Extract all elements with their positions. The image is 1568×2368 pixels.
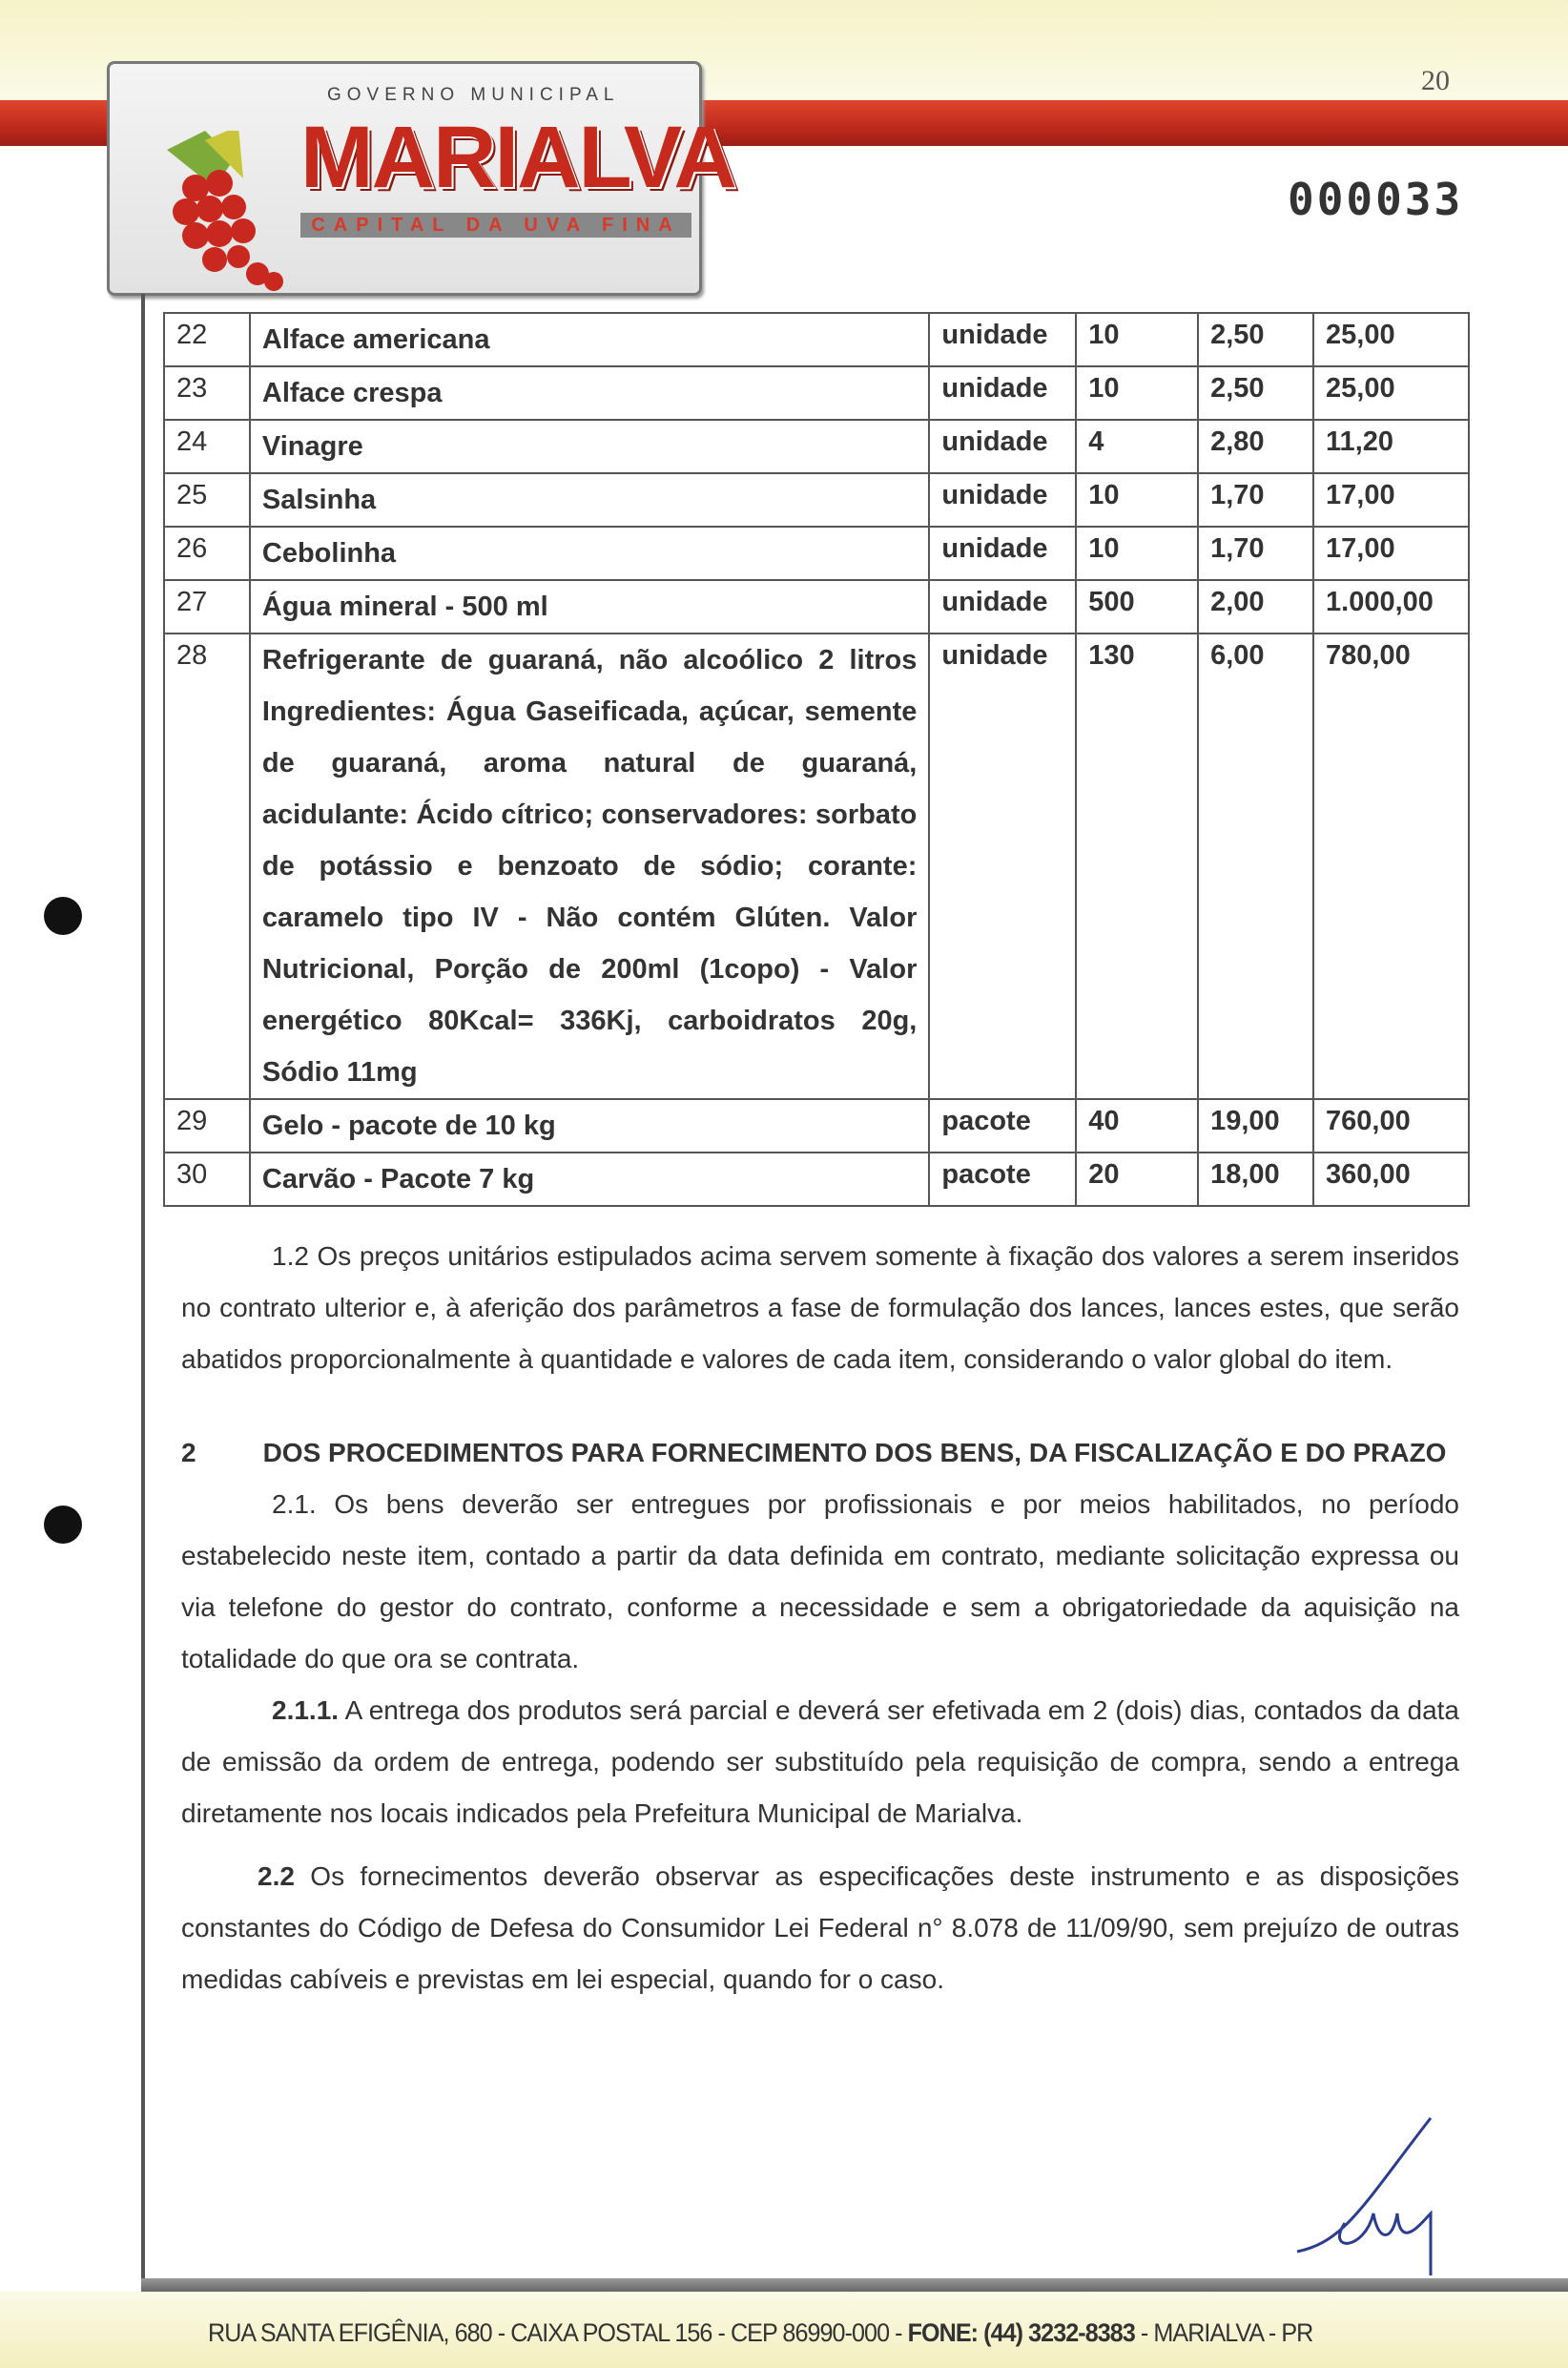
item-quantity: 10 (1076, 366, 1198, 420)
item-unit: unidade (929, 527, 1076, 580)
item-description: Cebolinha (250, 527, 929, 580)
item-quantity: 40 (1076, 1099, 1198, 1153)
item-description: Gelo - pacote de 10 kg (250, 1099, 929, 1153)
table-row (164, 1099, 1469, 1153)
item-description: Alface americana (250, 313, 929, 366)
left-border (141, 294, 145, 2282)
item-unit-price: 19,00 (1198, 1099, 1313, 1153)
item-description: Refrigerante de guaraná, não alcoólico 2 litros Ingredientes: Água Gaseificada, açúcar, semente de guaraná, aroma natural de guaraná, acidulante: Ácido cítrico; conservadores: sorbato de potássio e benzoato de sódio; corante: caramelo tipo IV - Não contém Glúten. Valor Nutricional, Porção de 200ml (1copo) - Valor energético 80Kcal= 336Kj, carboidratos 20g, Sódio 11mg (250, 634, 929, 1099)
table-row (164, 580, 1469, 634)
item-total: 25,00 (1313, 366, 1469, 420)
item-unit-price: 6,00 (1198, 634, 1313, 1099)
item-unit: unidade (929, 313, 1076, 366)
item-unit: unidade (929, 366, 1076, 420)
item-description: Água mineral - 500 ml (250, 580, 929, 634)
item-number: 30 (164, 1153, 250, 1206)
item-total: 25,00 (1313, 313, 1469, 366)
item-unit-price: 18,00 (1198, 1153, 1313, 1206)
item-number: 27 (164, 580, 250, 634)
table-row (164, 473, 1469, 527)
logo-tagline: CAPITAL DA UVA FINA (300, 213, 691, 238)
marialva-logo (107, 61, 735, 296)
item-number: 29 (164, 1099, 250, 1153)
item-number: 23 (164, 366, 250, 420)
item-unit: pacote (929, 1153, 1076, 1206)
item-description: Carvão - Pacote 7 kg (250, 1153, 929, 1206)
items-table (163, 312, 1470, 1207)
item-number: 24 (164, 420, 250, 473)
item-total: 17,00 (1313, 473, 1469, 527)
item-unit-price: 1,70 (1198, 473, 1313, 527)
item-quantity: 10 (1076, 313, 1198, 366)
item-quantity: 130 (1076, 634, 1198, 1099)
punch-hole (44, 1506, 82, 1544)
paragraph-1-2: 1.2 Os preços unitários estipulados acima servem somente à fixação dos valores a serem inseridos no contrato ulterior e, à aferição dos parâmetros a fase de formulação dos lances, lances estes, que serão abatidos proporcionalmente à quantidade e valores de cada item, considerando o valor global do item. (181, 1241, 1459, 1374)
table-row (164, 527, 1469, 580)
table-row (164, 313, 1469, 366)
item-unit-price: 2,00 (1198, 580, 1313, 634)
item-quantity: 4 (1076, 420, 1198, 473)
table-row (164, 420, 1469, 473)
item-unit-price: 2,80 (1198, 420, 1313, 473)
item-unit: unidade (929, 580, 1076, 634)
document-stamp-number: 000033 (1288, 174, 1464, 225)
table-row (164, 634, 1469, 1099)
logo-city-name: MARIALVA (300, 109, 735, 206)
item-description: Salsinha (250, 473, 929, 527)
item-unit-price: 1,70 (1198, 527, 1313, 580)
footer-gray-bar (141, 2278, 1568, 2292)
signature (1288, 2108, 1450, 2280)
page-number: 20 (1421, 65, 1450, 96)
item-unit: unidade (929, 473, 1076, 527)
item-quantity: 10 (1076, 473, 1198, 527)
table-row (164, 1153, 1469, 1206)
item-quantity: 500 (1076, 580, 1198, 634)
section-2-heading: 2 DOS PROCEDIMENTOS PARA FORNECIMENTO DOS BENS, DA FISCALIZAÇÃO E DO PRAZO (181, 1438, 1447, 1467)
item-total: 780,00 (1313, 634, 1469, 1099)
paragraph-2-1: 2.1. Os bens deverão ser entregues por profissionais e por meios habilitados, no período estabelecido neste item, contado a partir da data definida em contrato, mediante solicitação expressa ou via telefone do gestor do contrato, conforme a necessidade e sem a obrigatoriedade da aquisição na totalidade do que ora se contrata. (181, 1489, 1460, 1673)
table-row (164, 366, 1469, 420)
item-unit: unidade (929, 420, 1076, 473)
item-unit: pacote (929, 1099, 1076, 1153)
item-number: 25 (164, 473, 250, 527)
item-number: 28 (164, 634, 250, 1099)
item-description: Alface crespa (250, 366, 929, 420)
item-total: 1.000,00 (1313, 580, 1469, 634)
item-total: 11,20 (1313, 420, 1469, 473)
item-total: 17,00 (1313, 527, 1469, 580)
paragraph-2-2: 2.2 Os fornecimentos deverão observar as especificações deste instrumento e as disposições constantes do Código de Defesa do Consumidor Lei Federal n° 8.078 de 11/09/90, sem prejuízo de outras medidas cabíveis e previstas em lei especial, quando for o caso. (181, 1861, 1460, 1994)
item-number: 26 (164, 527, 250, 580)
body-text (181, 1231, 1459, 2005)
item-description: Vinagre (250, 420, 929, 473)
item-total: 360,00 (1313, 1153, 1469, 1206)
logo-government-text: GOVERNO MUNICIPAL (327, 85, 620, 105)
grape-icon (148, 131, 300, 293)
item-unit-price: 2,50 (1198, 366, 1313, 420)
item-unit: unidade (929, 634, 1076, 1099)
item-quantity: 10 (1076, 527, 1198, 580)
item-number: 22 (164, 313, 250, 366)
punch-hole (44, 897, 82, 935)
item-unit-price: 2,50 (1198, 313, 1313, 366)
item-total: 760,00 (1313, 1099, 1469, 1153)
footer-address: RUA SANTA EFIGÊNIA, 680 - CAIXA POSTAL 156 - CEP 86990-000 - FONE: (44) 3232-8383 - MARIALVA - PR (208, 2318, 1313, 2347)
item-quantity: 20 (1076, 1153, 1198, 1206)
paragraph-2-1-1: 2.1.1. A entrega dos produtos será parcial e deverá ser efetivada em 2 (dois) dias, contados da data de emissão da ordem de entrega, podendo ser substituído pela requisição de compra, sendo a entrega diretamente nos locais indicados pela Prefeitura Municipal de Marialva. (181, 1695, 1459, 1828)
